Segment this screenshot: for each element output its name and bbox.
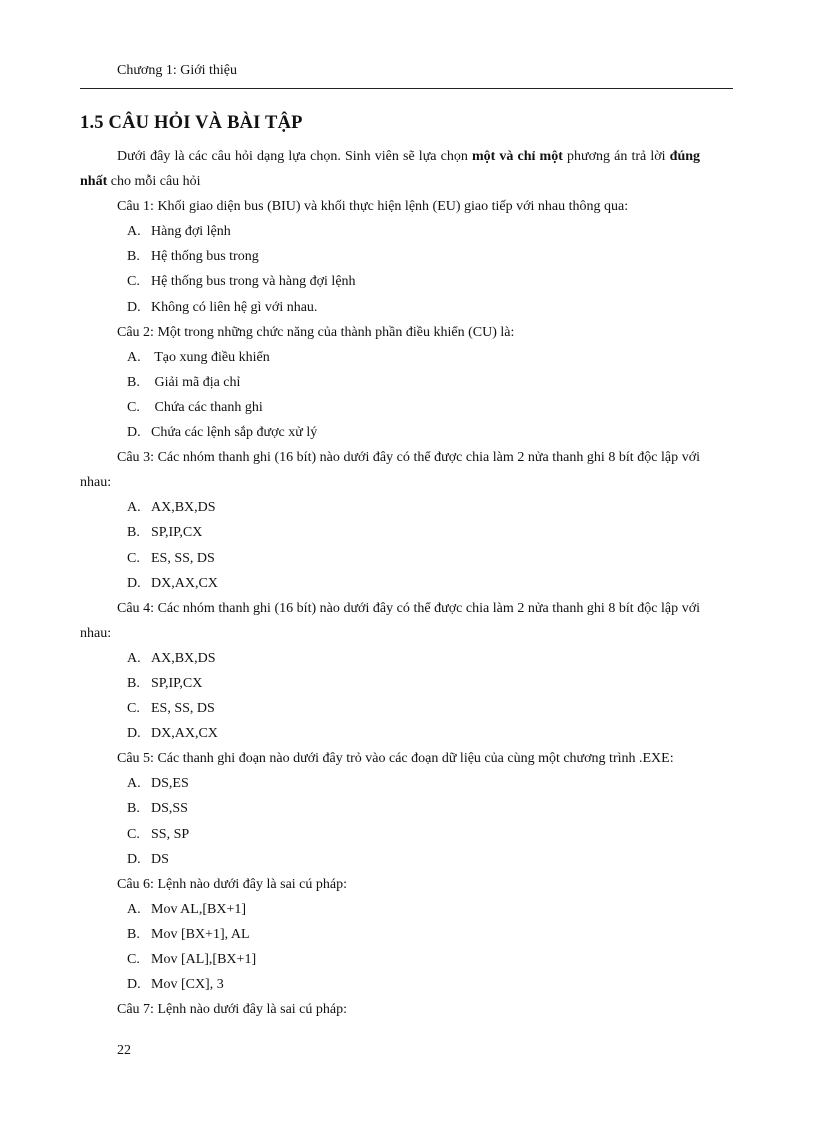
answer-option [80,721,700,746]
option-letter: C. [127,826,140,842]
answer-option [80,972,700,997]
option-text: Mov [BX+1], AL [151,926,250,942]
option-letter: A. [127,224,141,240]
question-1 [80,194,700,319]
option-text: ES, SS, DS [151,701,215,717]
option-letter: A. [127,650,141,666]
option-text: DS [151,851,169,867]
intro-paragraph [80,144,700,194]
question-list [80,194,700,1022]
option-letter: C. [127,399,140,415]
question-6 [80,872,700,997]
option-letter: C. [127,550,140,566]
question-text: Câu 1: Khối giao diện bus (BIU) và khối thực hiện lệnh (EU) giao tiếp với nhau thông qua: [117,199,629,215]
question-text: Câu 6: Lệnh nào dưới đây là sai cú pháp: [117,876,347,892]
option-letter: A. [127,901,141,917]
answer-option [80,696,700,721]
answer-option [80,520,700,545]
running-header: Chương 1: Giới thiệu [117,63,238,78]
answer-option [80,370,700,395]
section-title: 1.5 CÂU HỎI VÀ BÀI TẬP [80,113,303,133]
option-text: DS,ES [151,776,189,792]
question-text: Câu 2: Một trong những chức năng của thành phần điều khiển (CU) là: [117,324,515,340]
option-text: DX,AX,CX [151,726,218,742]
answer-option [80,646,700,671]
option-text: AX,BX,DS [151,650,216,666]
option-text: Không có liên hệ gì với nhau. [151,299,318,315]
answer-option [80,771,700,796]
header-rule [80,88,733,89]
option-text: Mov [CX], 3 [151,977,224,993]
answer-option [80,847,700,872]
option-letter: B. [127,525,140,541]
answer-option [80,571,700,596]
option-text: SP,IP,CX [151,675,203,691]
answer-option [80,546,700,571]
page-content [80,144,700,1022]
question-5 [80,746,700,871]
intro-bold-2: đúng nhất [80,149,701,190]
answer-option [80,269,700,294]
option-text: ES, SS, DS [151,550,215,566]
option-text: DS,SS [151,801,188,817]
option-letter: C. [127,274,140,290]
answer-option [80,947,700,972]
option-text: AX,BX,DS [151,500,216,516]
option-text: Hệ thống bus trong và hàng đợi lệnh [151,274,356,290]
option-letter: C. [127,701,140,717]
intro-text-3: cho mỗi câu hỏi [107,174,201,190]
option-text: Chứa các lệnh sắp được xử lý [151,425,318,441]
answer-option [80,244,700,269]
question-text: Câu 4: Các nhóm thanh ghi (16 bít) nào dưới đây có thể được chia làm 2 nửa thanh ghi 8 bít độc lập với nhau: [80,600,700,641]
option-text: Hệ thống bus trong [151,249,259,265]
option-text: Tạo xung điều khiển [151,349,270,365]
answer-option [80,922,700,947]
answer-option [80,395,700,420]
option-letter: A. [127,776,141,792]
intro-text-1: Dưới đây là các câu hỏi dạng lựa chọn. Sinh viên sẽ lựa chọn [117,149,472,164]
option-letter: D. [127,425,141,441]
answer-option [80,671,700,696]
option-letter: B. [127,801,140,817]
option-letter: D. [127,575,141,591]
option-letter: B. [127,926,140,942]
option-letter: D. [127,299,141,315]
question-4 [80,596,700,747]
option-text: Mov [AL],[BX+1] [151,952,257,967]
page-number: 22 [117,1043,131,1058]
answer-option [80,822,700,847]
option-letter: D. [127,851,141,867]
option-letter: B. [127,675,140,691]
answer-option [80,796,700,821]
answer-option [80,219,700,244]
question-text: Câu 5: Các thanh ghi đoạn nào dưới đây trỏ vào các đoạn dữ liệu của cùng một chương trình .EXE: [117,751,674,767]
answer-option [80,345,700,370]
option-text: SP,IP,CX [151,525,203,541]
option-text: Mov AL,[BX+1] [151,901,247,917]
option-text: Hàng đợi lệnh [151,224,231,240]
option-letter: A. [127,500,141,516]
option-letter: B. [127,374,140,390]
question-text: Câu 3: Các nhóm thanh ghi (16 bít) nào dưới đây có thể được chia làm 2 nửa thanh ghi 8 bít độc lập với nhau: [80,450,700,491]
question-3 [80,445,700,596]
answer-option [80,295,700,320]
answer-option [80,897,700,922]
option-letter: D. [127,726,141,742]
option-text: SS, SP [151,826,190,842]
option-letter: B. [127,249,140,265]
option-letter: A. [127,349,141,365]
answer-option [80,495,700,520]
question-7 [80,997,700,1022]
option-text: DX,AX,CX [151,575,218,591]
question-text: Câu 7: Lệnh nào dưới đây là sai cú pháp: [117,1002,347,1018]
intro-bold-1: một và chỉ một [471,149,563,164]
option-text: Giải mã địa chỉ [151,374,241,390]
option-text: Chứa các thanh ghi [151,399,263,415]
option-letter: C. [127,952,140,967]
answer-option [80,420,700,445]
option-letter: D. [127,977,141,993]
intro-text-2: phương án trả lời [562,149,670,164]
question-2 [80,320,700,445]
